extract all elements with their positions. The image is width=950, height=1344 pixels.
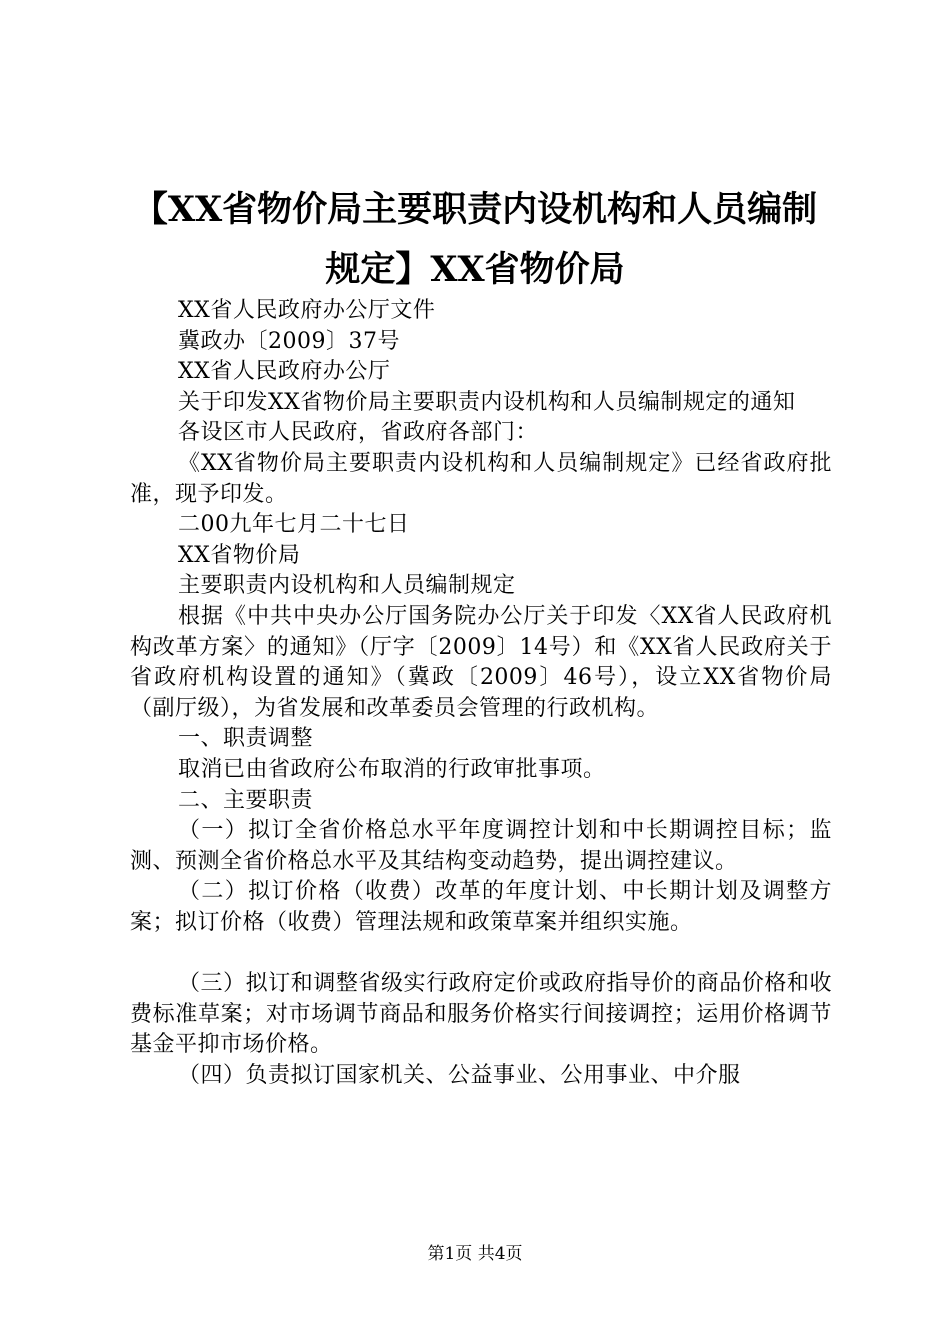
paragraph: 一、职责调整 <box>178 726 314 752</box>
paragraph: （一）拟订全省价格总水平年度调控计划和中长期调控目标；监测、预测全省价格总水平及其结构变动趋势，提出调控建议。 <box>130 818 832 874</box>
paragraph: XX省人民政府办公厅 <box>178 359 391 385</box>
blank-line <box>130 938 832 969</box>
document-title-line-1: 【XX省物价局主要职责内设机构和人员编制 <box>132 189 818 230</box>
paragraph: 二、主要职责 <box>178 787 314 813</box>
paragraph: 主要职责内设机构和人员编制规定 <box>178 573 516 599</box>
document-body <box>130 296 832 1091</box>
paragraph: （四）负责拟订国家机关、公益事业、公用事业、中介服 <box>178 1062 741 1088</box>
paragraph: 冀政办〔2009〕37号 <box>178 328 400 354</box>
paragraph: XX省物价局 <box>178 542 301 568</box>
paragraph: XX省人民政府办公厅文件 <box>178 298 436 323</box>
page-footer: 第1页 共4页 <box>427 1244 523 1264</box>
document-title-line-2: 规定】XX省物价局 <box>325 249 625 290</box>
paragraph: （三）拟订和调整省级实行政府定价或政府指导价的商品价格和收费标准草案；对市场调节商品和服务价格实行间接调控；运用价格调节基金平抑市场价格。 <box>130 971 832 1058</box>
paragraph: 关于印发XX省物价局主要职责内设机构和人员编制规定的通知 <box>178 389 796 415</box>
paragraph: 各设区市人民政府，省政府各部门： <box>178 420 539 446</box>
paragraph: 根据《中共中央办公厅国务院办公厅关于印发〈XX省人民政府机构改革方案〉的通知》（厅字〔2009〕14号）和《XX省人民政府关于省政府机构设置的通知》（冀政〔2009〕46号），设立XX省物价局（副厅级），为省发展和改革委员会管理的行政机构。 <box>130 603 832 721</box>
paragraph: 二00九年七月二十七日 <box>178 512 410 538</box>
paragraph: 《XX省物价局主要职责内设机构和人员编制规定》已经省政府批准，现予印发。 <box>130 450 832 507</box>
paragraph: 取消已由省政府公布取消的行政审批事项。 <box>178 756 606 782</box>
paragraph: （二）拟订价格（收费）改革的年度计划、中长期计划及调整方案；拟订价格（收费）管理法规和政策草案并组织实施。 <box>130 879 832 935</box>
